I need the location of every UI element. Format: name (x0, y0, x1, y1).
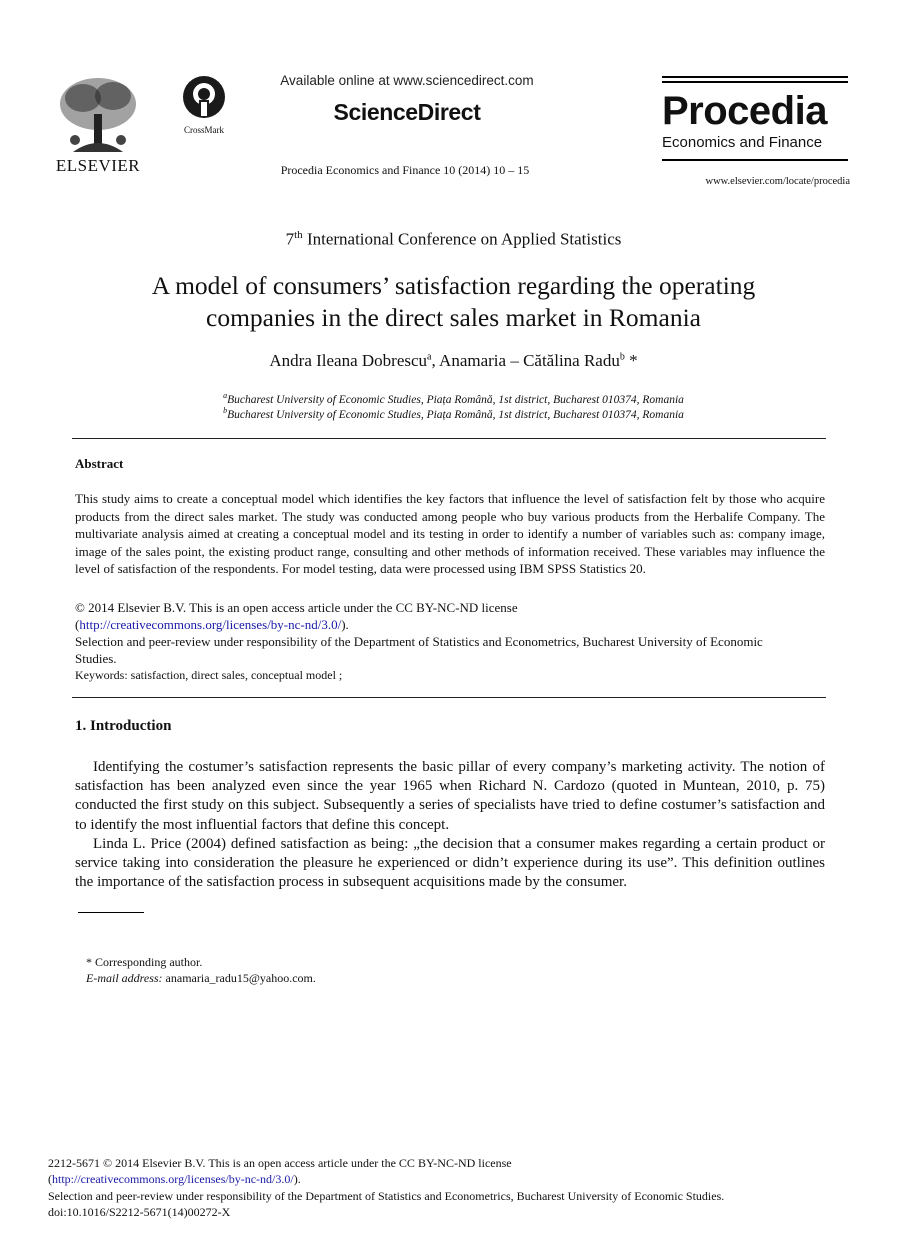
divider-top (72, 438, 826, 439)
footnote-corresponding: * Corresponding author. (86, 955, 203, 969)
conference-title: International Conference on Applied Statistics (306, 229, 622, 249)
footer-doi[interactable]: doi:10.1016/S2212-5671(14)00272-X (48, 1205, 231, 1219)
paper-title-line2: companies in the direct sales market in Romania (206, 303, 701, 332)
author-list (0, 351, 907, 371)
license-open: ( (75, 617, 80, 632)
footer-license-close: ). (293, 1172, 301, 1186)
affiliation-b (0, 406, 907, 421)
conference-number: 7 (285, 229, 295, 249)
footer-issn-license: 2212-5671 © 2014 Elsevier B.V. This is an open access article under the CC BY-NC-ND license (48, 1156, 512, 1170)
paper-title (60, 270, 847, 334)
keywords-line: Keywords: satisfaction, direct sales, conceptual model ; (75, 668, 343, 682)
footer-peer-review: Selection and peer-review under responsibility of the Department of Statistics and Econometrics, Bucharest University of Economic Studies. (48, 1189, 725, 1203)
procedia-rule-bottom (662, 159, 848, 161)
paper-title-line1: A model of consumers’ satisfaction regarding the operating (151, 271, 756, 300)
journal-reference: Procedia Economics and Finance 10 (2014) 10 – 15 (280, 163, 530, 177)
crossmark-label: CrossMark (184, 125, 224, 135)
author-2: , Anamaria – Cătălina Radu (431, 351, 620, 370)
crossmark-badge[interactable] (176, 74, 232, 134)
affiliation-a-text: Bucharest University of Economic Studies, Piața Română, 1st district, Bucharest 010374, Romania (227, 393, 684, 406)
footer-license-open: ( (48, 1172, 52, 1186)
footnote-email (86, 971, 316, 986)
section-heading-introduction: 1. Introduction (75, 718, 172, 734)
footer-license-link[interactable]: http://creativecommons.org/licenses/by-nc-nd/3.0/ (52, 1172, 294, 1186)
license-line (75, 616, 825, 633)
divider-bottom (72, 697, 826, 698)
crossmark-icon (181, 74, 227, 120)
email-label: E-mail address: (86, 971, 163, 985)
procedia-logo (662, 76, 848, 164)
affiliation-b-mark: b (223, 406, 228, 415)
elsevier-tree-icon (53, 74, 143, 156)
available-online-text: Available online at www.sciencedirect.com (280, 73, 534, 88)
corresponding-star: * (624, 351, 638, 370)
footer-license-url-line (48, 1171, 868, 1187)
footnote-rule (78, 912, 144, 913)
email-address[interactable]: anamaria_radu15@yahoo.com. (162, 971, 316, 985)
procedia-rule-second (662, 81, 848, 83)
author-1-affil-mark: a (427, 351, 432, 363)
introduction-body (75, 758, 825, 892)
peer-review-line: Selection and peer-review under responsibility of the Department of Statistics and Econometrics, Bucharest University of Economic Studies. (75, 634, 763, 666)
sciencedirect-logo[interactable]: ScienceDirect (333, 99, 481, 125)
intro-paragraph-1: Identifying the costumer’s satisfaction represents the basic pillar of every company’s marketing activity. The notion of satisfaction has been analyzed even since the year 1965 when Richard N. Cardozo (quoted in Muntean, 2010, p. 75) conducted the first study on this subject. Subsequently a series of specialists have tried to define costumer’s satisfaction and to identify the most influential factors that define this concept. (75, 759, 825, 833)
procedia-rule-top (662, 76, 848, 78)
license-link[interactable]: http://creativecommons.org/licenses/by-nc-nd/3.0/ (79, 617, 342, 632)
procedia-url[interactable]: www.elsevier.com/locate/procedia (705, 176, 850, 187)
procedia-subtitle: Economics and Finance (662, 134, 823, 151)
conference-name (0, 229, 907, 250)
procedia-title: Procedia (662, 89, 827, 133)
author-2-affil-mark: b (619, 351, 625, 363)
author-1: Andra Ileana Dobrescu (269, 351, 428, 370)
abstract-heading: Abstract (75, 456, 124, 471)
license-close: ). (341, 617, 349, 632)
affiliation-a-mark: a (223, 391, 228, 400)
affiliation-a (0, 391, 907, 406)
elsevier-wordmark: ELSEVIER (55, 156, 141, 175)
copyright-line: © 2014 Elsevier B.V. This is an open access article under the CC BY-NC-ND license (75, 600, 518, 615)
elsevier-logo (50, 74, 146, 178)
affiliation-b-text: Bucharest University of Economic Studies, Piața Română, 1st district, Bucharest 010374, Romania (227, 408, 684, 421)
intro-paragraph-2: Linda L. Price (2004) defined satisfaction as being: „the decision that a consumer makes regarding a certain product or service taking into consideration the pleasure he experienced or didn’t experience during its use”. This definition outlines the importance of the satisfaction process in subsequent acquisitions made by the consumer. (75, 835, 825, 891)
conference-ordinal: th (294, 229, 303, 241)
abstract-body: This study aims to create a conceptual model which identifies the key factors that influence the level of satisfaction felt by those who acquire products from the direct sales market. The study was conducted among people who buy various products from the Herbalife Company. The multivariate analysis aimed at creating a conceptual model and its testing in order to identify a number of variables such as: company image, image of the sales point, the existing product range, consulting and other methods of information received. These variables may influence the level of satisfaction of the respondents. For model testing, data were processed using IBM SPSS Statistics 20. (75, 491, 825, 577)
